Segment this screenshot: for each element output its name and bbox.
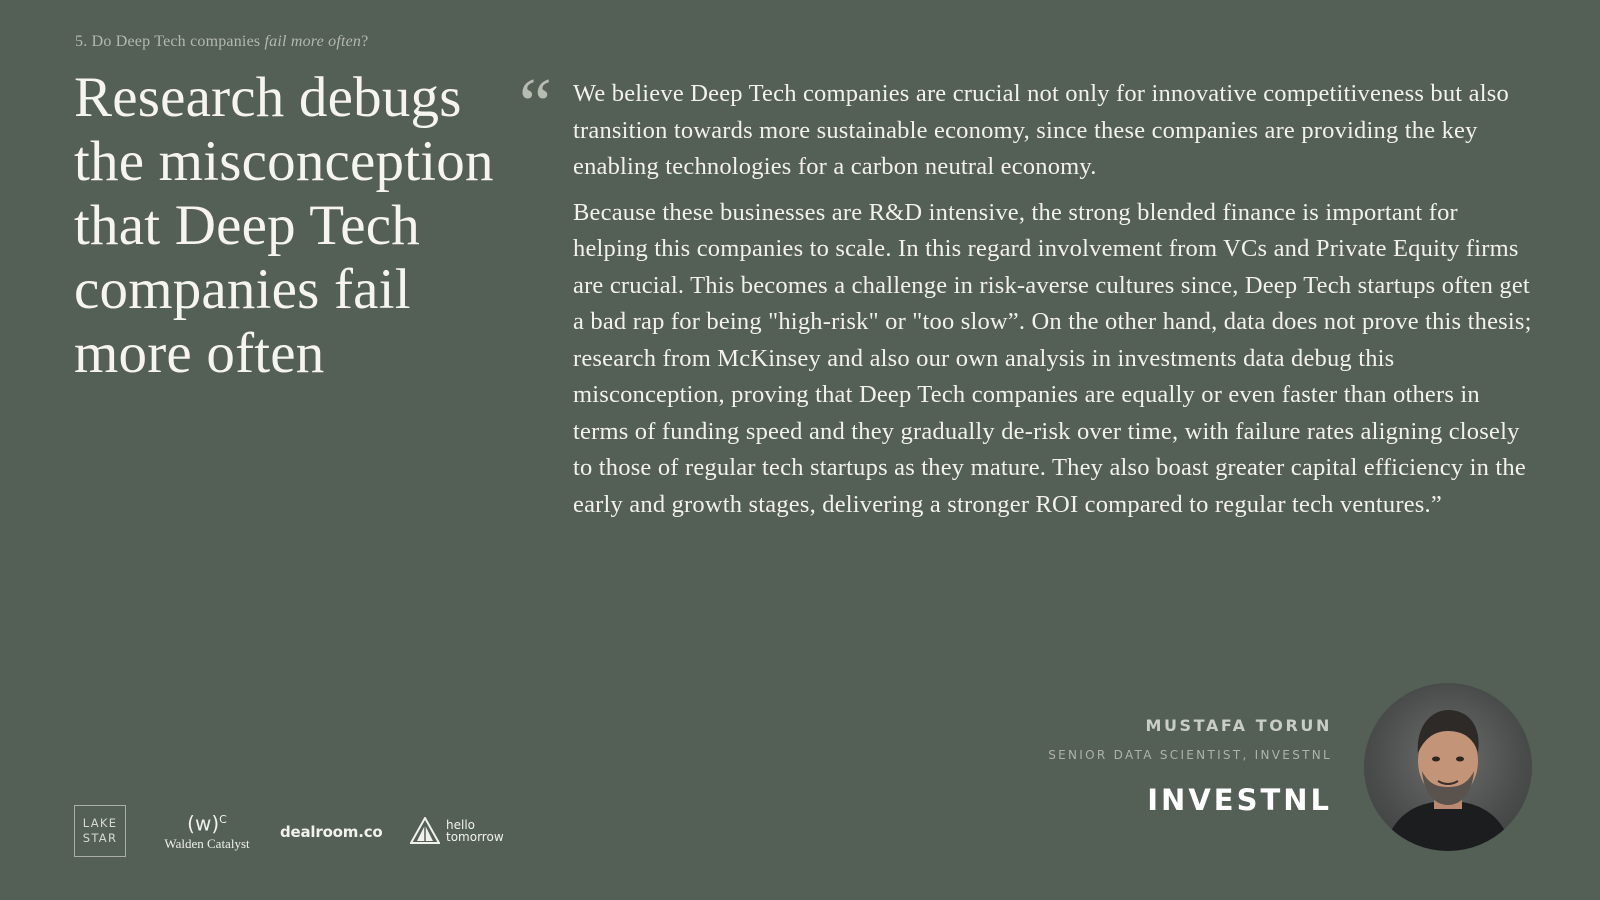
dealroom-logo: dealroom.co <box>280 823 383 841</box>
hello-line: hello <box>446 818 475 832</box>
walden-mark-sup: C <box>219 813 227 826</box>
page-headline: Research debugs the misconception that Deep Tech companies fail more often <box>74 66 494 385</box>
section-label-emphasis: fail more often <box>264 33 362 50</box>
author-avatar <box>1364 683 1532 851</box>
author-block <box>1048 716 1332 762</box>
investnl-logo: INVESTNL <box>1147 783 1332 817</box>
walden-name: Walden Catalyst <box>164 835 250 851</box>
walden-catalyst-logo <box>162 808 252 852</box>
quote-mark-icon: “ <box>519 64 552 146</box>
quote-paragraph-2: Because these businesses are R&D intensive, the strong blended finance is important for helping this companies to scale. In this regard involvement from VCs and Private Equity firms are crucial. This becomes a challenge in risk-averse cultures since, Deep Tech startups often get a bad rap for being "high-risk" or "too slow”. On the other hand, data does not prove this thesis; research from McKinsey and also our own analysis in investments data debug this misconception, proving that Deep Tech companies are equally or even faster than others in terms of funding speed and they gradually de-risk over time, with failure rates aligning closely to those of regular tech startups as they mature. They also boast greater capital efficiency in the early and growth stages, delivering a stronger ROI compared to regular tech ventures.” <box>573 198 1532 518</box>
lakestar-logo-line2: STAR <box>82 831 118 845</box>
quote-body <box>573 76 1533 532</box>
hello-tomorrow-logo <box>410 817 504 847</box>
section-label <box>75 33 368 51</box>
lakestar-logo-line1: LAKE <box>82 816 118 830</box>
walden-mark <box>162 808 252 836</box>
quote-paragraph-1: We believe Deep Tech companies are crucial not only for innovative competitiveness but also transition towards more sustainable economy, since these companies are providing the key enabling technologies for a carbon neutral economy. <box>573 80 1509 180</box>
section-label-suffix: ? <box>361 33 369 50</box>
author-role: SENIOR DATA SCIENTIST, INVESTNL <box>1048 748 1332 762</box>
hello-tomorrow-text <box>446 819 504 843</box>
author-name: MUSTAFA TORUN <box>1145 716 1332 735</box>
section-label-prefix: 5. Do Deep Tech companies <box>75 33 265 50</box>
lakestar-logo <box>74 805 126 857</box>
author-portrait-icon <box>1364 683 1532 851</box>
walden-mark-text: (w) <box>187 811 220 836</box>
hello-tomorrow-mark-icon <box>410 817 440 845</box>
tomorrow-line: tomorrow <box>446 830 504 844</box>
